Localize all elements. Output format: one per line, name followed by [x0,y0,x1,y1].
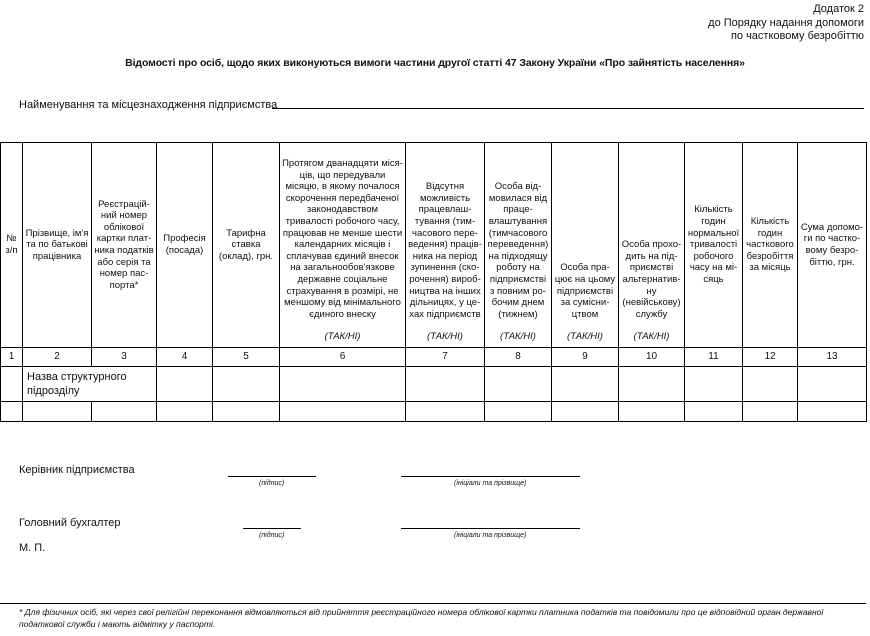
header-cell-3: Реєстраційний номер облікової картки платника податків або серія та номер паспорта* [92,143,157,348]
table-cell[interactable] [23,402,92,422]
column-number: 7 [406,348,485,367]
table-cell[interactable] [798,402,867,422]
table-header-row [1,143,867,348]
table-cell[interactable] [406,367,485,402]
table-cell[interactable] [743,367,798,402]
column-number: 2 [23,348,92,367]
header-cell-5: Тарифна ставка (оклад), грн. [213,143,280,348]
header-text-9: Особа працює на цьому підприємстві за сумісництвом [554,262,616,320]
header-cell-7 [406,143,485,348]
table-cell[interactable] [798,367,867,402]
header-cell-13: Сума допомоги по частковому безробіттю, грн. [798,143,867,348]
column-number: 12 [743,348,798,367]
director-label: Керівник підприємства [19,464,135,476]
seal-label: М. П. [19,542,46,554]
column-number: 1 [1,348,23,367]
enterprise-name-field[interactable] [272,108,864,109]
yes-no-mark: (ТАК/НІ) [567,331,603,343]
table-cell[interactable] [406,402,485,422]
table-cell[interactable] [1,402,23,422]
table-cell[interactable] [619,367,685,402]
column-number: 5 [213,348,280,367]
table-cell[interactable] [157,402,213,422]
column-number: 13 [798,348,867,367]
director-signature-field[interactable] [228,476,316,477]
annex-line-3: по частковому безробіттю [730,30,864,42]
director-signature-caption: (підпис) [259,480,285,487]
table-cell[interactable] [685,402,743,422]
annex-line-1: Додаток 2 [813,3,864,15]
table-cell[interactable] [1,367,23,402]
table-cell[interactable] [552,367,619,402]
director-name-field[interactable] [401,476,580,477]
table-cell[interactable] [685,367,743,402]
column-number: 8 [485,348,552,367]
column-number: 3 [92,348,157,367]
table-cell[interactable] [485,367,552,402]
header-text-8: Особа відмовилася від працевлаштування (тимчасового переведення) на підходящу роботу на підприємстві з повним робочим днем (тижнем) [487,181,549,320]
table-cell[interactable] [485,402,552,422]
accountant-name-caption: (ініціали та прізвище) [454,532,527,539]
table-cell[interactable] [280,367,406,402]
footnote: * Для фізичних осіб, які через свої релігійні переконання відмовляються від прийняття реєстраційного номера облікової картки платника податків та повідомили про це відповідний орган державної податкової служби і мають відмітку у паспорті. [19,607,824,629]
header-text-7: Відсутня можливість працевлаштування (тимчасового переведення) працівника на період зупинення (скорочення) виробництва на інших дільницях, у цехах підприємств [408,181,482,320]
subdivision-row [1,367,867,402]
column-number: 4 [157,348,213,367]
table-cell[interactable] [157,367,213,402]
subdivision-name-label: Назва структурного підрозділу [23,367,157,402]
table-row [1,402,867,422]
header-text-10: Особа проходить на підприємстві альтернативну (невійськову) службу [621,239,682,320]
column-number-row [1,348,867,367]
annex-block [708,3,864,44]
column-number: 6 [280,348,406,367]
header-text-6: Протягом дванадцяти місяців, що передували місяцю, в якому почалося скорочення передбаченої законодавством тривалості робочого часу, працював не менше шести календарних місяців і сплачував єдиний внесок на загальнообов'язкове державне соціальне страхування в розмірі, не меншому від мінімального єдиного внеску [282,158,403,320]
column-number: 11 [685,348,743,367]
accountant-signature-field[interactable] [243,528,301,529]
header-cell-11: Кількість годин нормальної тривалості робочого часу на місяць [685,143,743,348]
header-cell-6 [280,143,406,348]
column-number: 10 [619,348,685,367]
column-number: 9 [552,348,619,367]
table-cell[interactable] [743,402,798,422]
header-cell-2: Прізвище, ім'я та по батькові працівника [23,143,92,348]
annex-line-2: до Порядку надання допомоги [708,16,864,29]
enterprise-label: Найменування та місцезнаходження підприємства [19,99,278,111]
accountant-label: Головний бухгалтер [19,517,121,529]
table-cell[interactable] [280,402,406,422]
header-cell-1: № з/п [1,143,23,348]
table-cell[interactable] [92,402,157,422]
header-cell-12: Кількість годин часткового безробіття за місяць [743,143,798,348]
persons-table [0,142,867,422]
header-cell-9 [552,143,619,348]
table-cell[interactable] [552,402,619,422]
yes-no-mark: (ТАК/НІ) [500,331,536,343]
header-cell-4: Професія (посада) [157,143,213,348]
header-cell-8 [485,143,552,348]
document-title: Відомості про осіб, щодо яких виконуються вимоги частини другої статті 47 Закону України «Про зайнятість населення» [125,57,745,69]
table-cell[interactable] [213,402,280,422]
header-cell-10 [619,143,685,348]
accountant-name-field[interactable] [401,528,580,529]
footnote-divider [0,603,866,604]
yes-no-mark: (ТАК/НІ) [427,331,463,343]
director-name-caption: (ініціали та прізвище) [454,480,527,487]
yes-no-mark: (ТАК/НІ) [633,331,670,343]
accountant-signature-caption: (підпис) [259,532,285,539]
yes-no-mark: (ТАК/НІ) [324,331,361,343]
table-cell[interactable] [213,367,280,402]
table-cell[interactable] [619,402,685,422]
